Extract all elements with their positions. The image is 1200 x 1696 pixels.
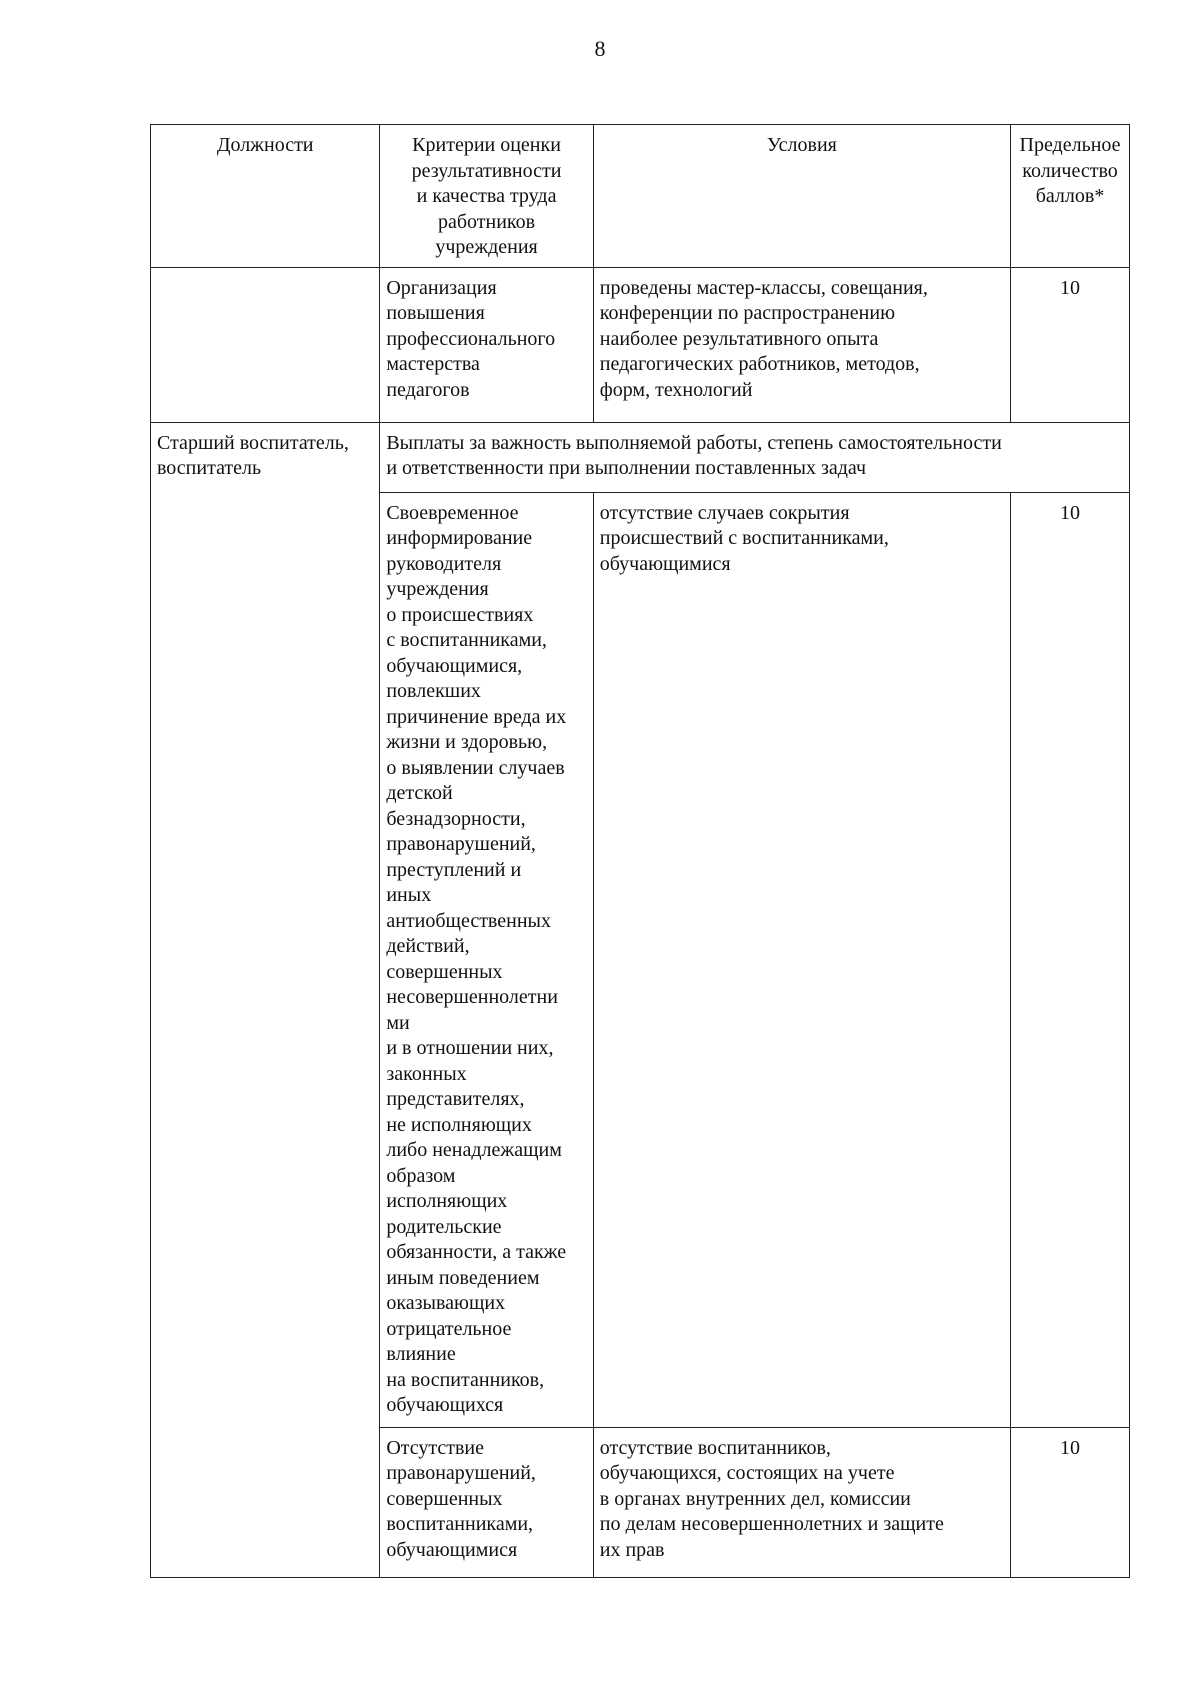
cell-criteria: Организация повышения профессионального мастерства педагогов	[380, 267, 593, 422]
cell-points: 10	[1011, 267, 1130, 422]
header-conditions: Условия	[593, 125, 1010, 268]
table-row	[151, 422, 1130, 492]
page-number: 8	[594, 36, 606, 61]
cell-position-empty	[151, 267, 380, 422]
header-criteria: Критерии оценки результативности и качества труда работников учреждения	[380, 125, 593, 268]
table-header-row	[151, 125, 1130, 268]
criteria-table	[150, 124, 1130, 1578]
cell-criteria: Своевременное информирование руководителя учреждения о происшествиях с воспитанниками, обучающимися, повлекших причинение вреда их жизни и здоровью, о выявлении случаев детской безнадзорности, правонарушений, преступлений и иных антиобщественных действий, совершенных несовершеннолетни ми и в отношении них, законных представителях, не исполняющих либо ненадлежащим образом исполняющих родительские обязанности, а также иным поведением оказывающих отрицательное влияние на воспитанников, обучающихся	[380, 492, 593, 1427]
cell-conditions: отсутствие случаев сокрытия происшествий с воспитанниками, обучающимися	[593, 492, 1010, 1427]
cell-criteria: Отсутствие правонарушений, совершенных воспитанниками, обучающимися	[380, 1427, 593, 1577]
cell-points: 10	[1011, 492, 1130, 1427]
cell-position-group: Старший воспитатель, воспитатель	[151, 422, 380, 1577]
table-row	[151, 267, 1130, 422]
cell-conditions: проведены мастер-классы, совещания, конференции по распространению наиболее результативного опыта педагогических работников, методов, форм, технологий	[593, 267, 1010, 422]
cell-points: 10	[1011, 1427, 1130, 1577]
header-position: Должности	[151, 125, 380, 268]
section-header: Выплаты за важность выполняемой работы, степень самостоятельности и ответственности при выполнении поставленных задач	[380, 422, 1130, 492]
cell-conditions: отсутствие воспитанников, обучающихся, состоящих на учете в органах внутренних дел, комиссии по делам несовершеннолетних и защите их прав	[593, 1427, 1010, 1577]
header-max-points: Предельное количество баллов*	[1011, 125, 1130, 268]
